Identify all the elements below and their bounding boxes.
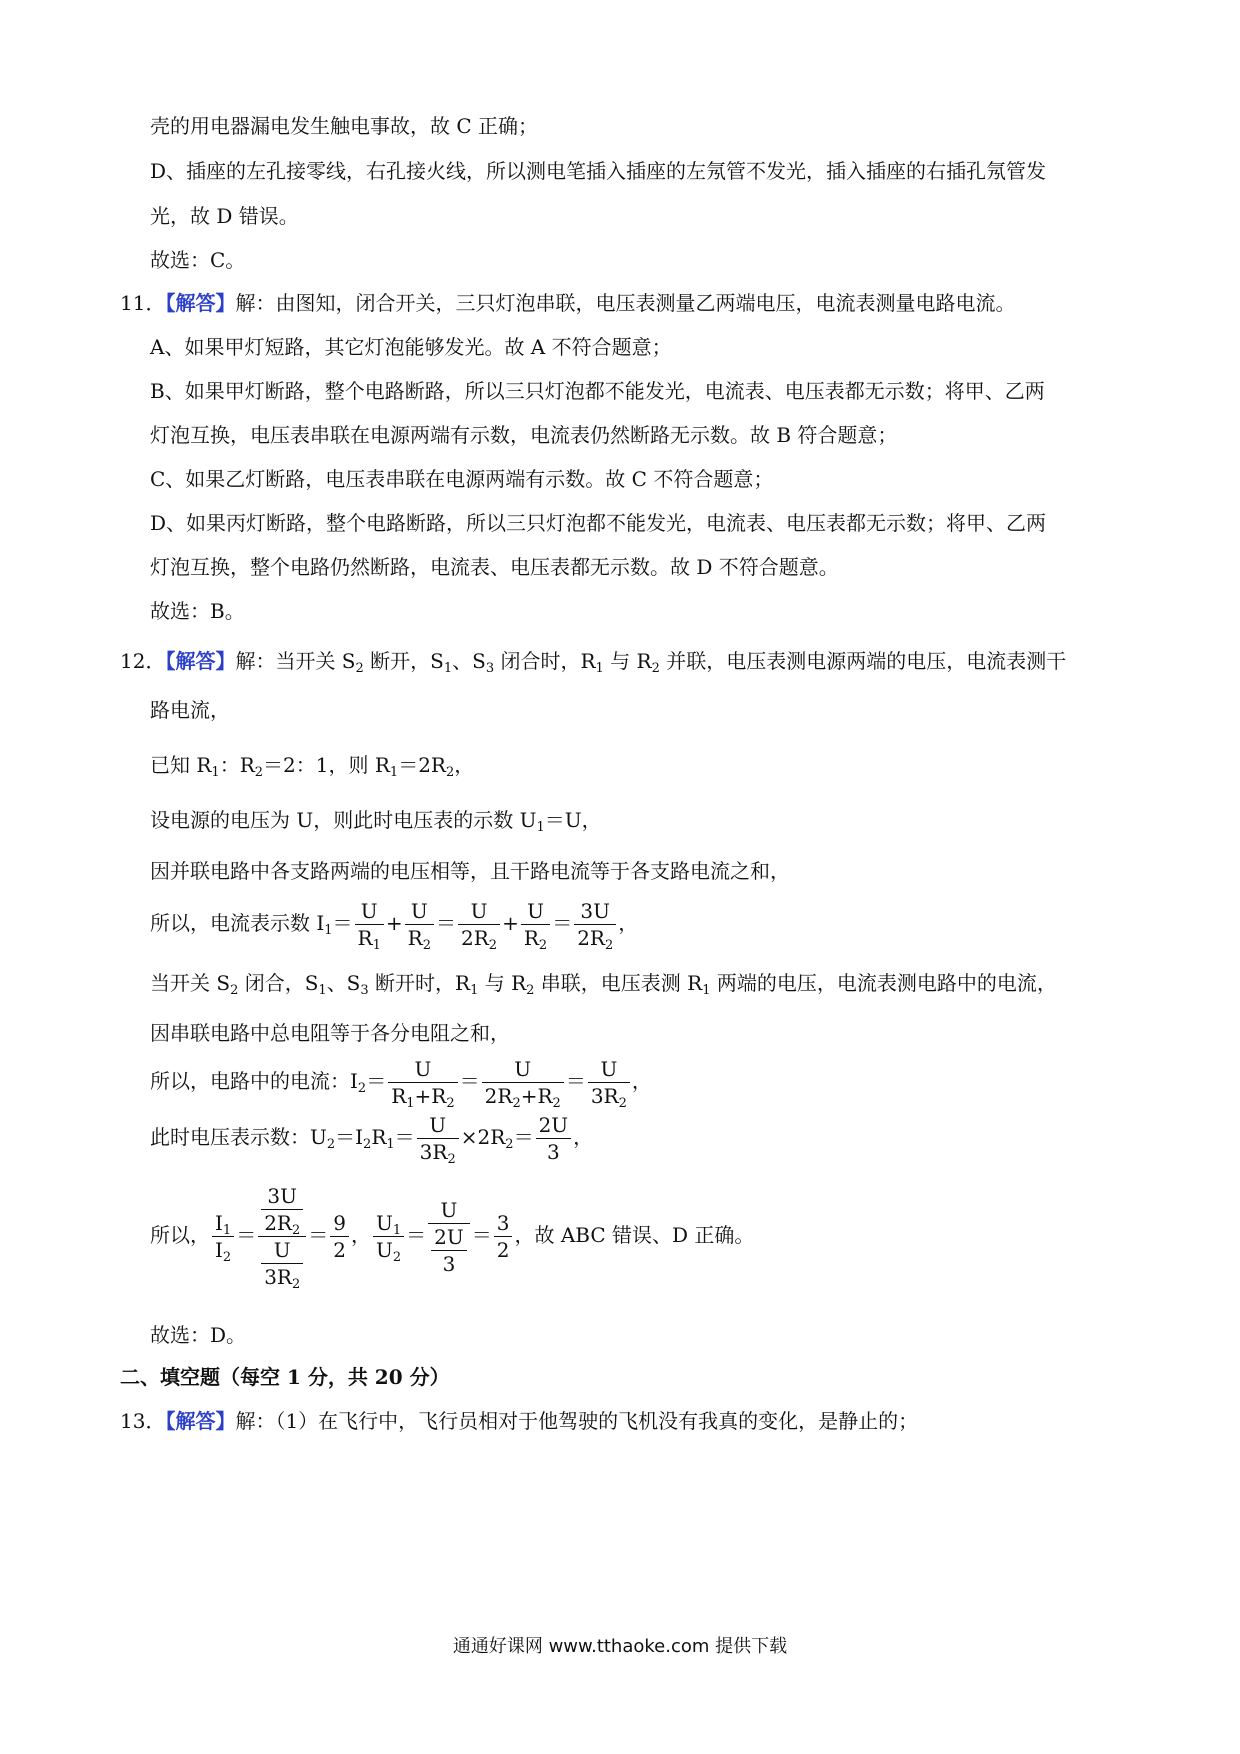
text-line: D、如果丙灯断路，整个电路断路，所以三只灯泡都不能发光，电流表、电压表都无示数；将甲、乙两 [150, 511, 1047, 535]
text-line: C、如果乙灯断路，电压表串联在电源两端有示数。故 C 不符合题意； [150, 467, 774, 491]
answer-tag: 【解答】 [165, 1409, 236, 1433]
question-11: 11．【解答】解：由图知，闭合开关，三只灯泡串联，电压表测量乙两端电压，电流表测量电路电流。 [120, 291, 1016, 315]
answer-tag: 【解答】 [165, 649, 236, 673]
text-line: B、如果甲灯断路，整个电路断路，所以三只灯泡都不能发光，电流表、电压表都无示数；将甲、乙两 [150, 379, 1045, 403]
formula-u2: 此时电压表示数：$U_2=I_2R_1=$ $\frac{U}{3R_2}$ $\times 2R_2=$ $\frac{2U}{3}$ ， [150, 1113, 594, 1167]
text-line: A、如果甲灯短路，其它灯泡能够发光。故 A 不符合题意； [150, 335, 672, 359]
text-line: 灯泡互换，整个电路仍然断路，电流表、电压表都无示数。故 D 不符合题意。 [150, 555, 839, 579]
text-line: 故选：C。 [150, 248, 246, 272]
text-line: 已知 $R_1$：$R_2=2$：1，则 $R_1=2R_2$， [150, 753, 475, 780]
text-line: 因并联电路中各支路两端的电压相等，且干路电流等于各支路电流之和， [150, 859, 790, 883]
formula-i2: 所以，电路中的电流：$I_2=$ $\frac{U}{R_1+R_2}$ ＝ $\frac{U}{2R_2+R_2}$ ＝ $\frac{U}{3R_2}$ ， [150, 1057, 652, 1111]
text-line: 因串联电路中总电阻等于各分电阻之和， [150, 1021, 510, 1045]
text-line: 故选：B。 [150, 599, 245, 623]
section-heading: 二、填空题（每空 1 分，共 20 分） [120, 1365, 450, 1389]
footer-watermark: 通通好课网 www.tthaoke.com 提供下载 [452, 1636, 788, 1657]
question-13: 13．【解答】解：（1）在飞行中，飞行员相对于他驾驶的飞机没有我真的变化，是静止的； [120, 1409, 919, 1433]
text-line: 壳的用电器漏电发生触电事故，故 C 正确； [150, 114, 539, 138]
text-line: 路电流， [150, 698, 230, 722]
text-line: D、插座的左孔接零线，右孔接火线，所以测电笔插入插座的左氖管不发光，插入插座的右插孔氖管发 [150, 159, 1047, 183]
text-line: 灯泡互换，电压表串联在电源两端有示数，电流表仍然断路无示数。故 B 符合题意； [150, 423, 898, 447]
text-line: 故选：D。 [150, 1323, 247, 1347]
formula-ratio: 所以， $\frac{I_1}{I_2}$ ＝ $\frac{\frac{3U}{2R_2}}{\frac{U}{3R_2}}$ ＝ $\frac{9}{2}$ ， $\frac{U_1}{U_2}$ ＝ $\frac{U}{\frac{2U}{3}}$ ＝ $\frac{3}{2}$ ，故 ABC 错误、D 正确。 [150, 1184, 755, 1292]
question-12: 12．【解答】解：当开关 $S_2$ 断开，$S_1$、$S_3$ 闭合时，$R_1$ 与 $R_2$ 并联，电压表测电源两端的电压，电流表测干 [120, 649, 1067, 676]
formula-i1: 所以，电流表示数 $I_1=$ $\frac{U}{R_1}$ + $\frac{U}{R_2}$ ＝ $\frac{U}{2R_2}$ + $\frac{U}{R_2}$ ＝ $\frac{3U}{2R_2}$ ， [150, 899, 639, 953]
text-line: 光，故 D 错误。 [150, 204, 299, 228]
text-line: 设电源的电压为 U，则此时电压表的示数 $U_1=U$， [150, 808, 602, 835]
text-line: 当开关 $S_2$ 闭合，$S_1$、$S_3$ 断开时，$R_1$ 与 $R_2$ 串联，电压表测 $R_1$ 两端的电压，电流表测电路中的电流， [150, 971, 1057, 998]
answer-tag: 【解答】 [165, 291, 236, 315]
